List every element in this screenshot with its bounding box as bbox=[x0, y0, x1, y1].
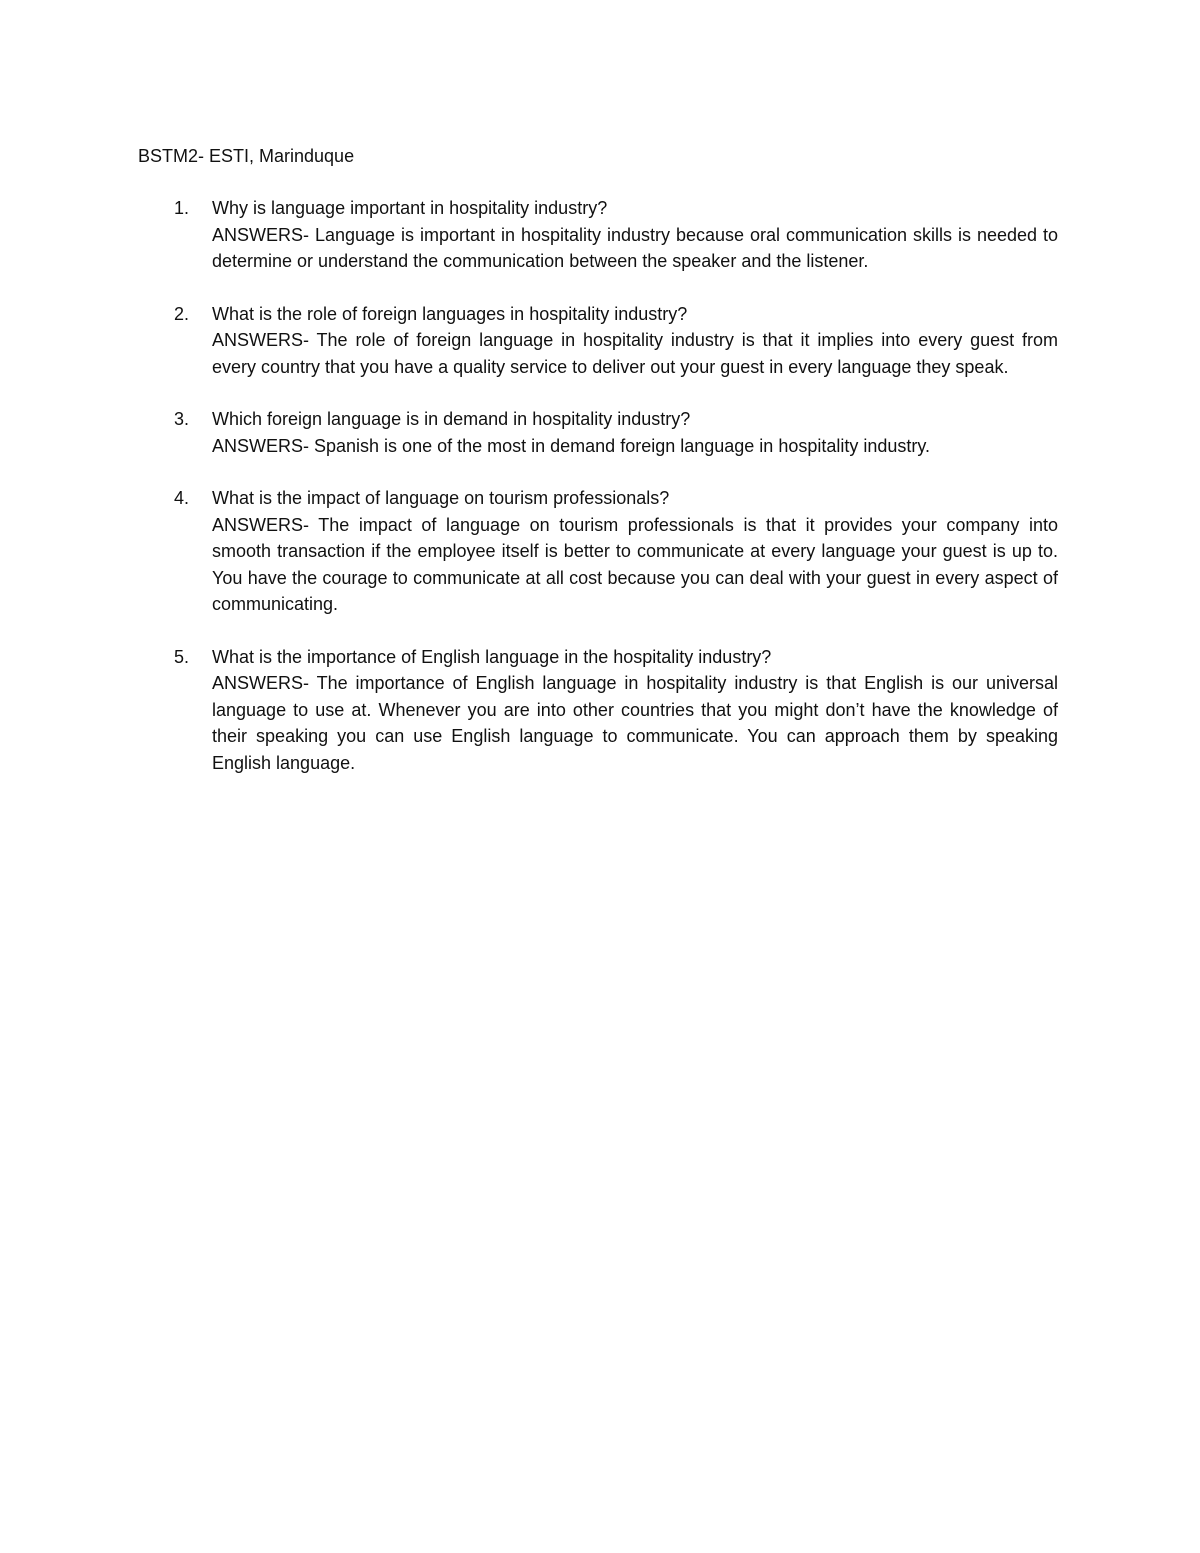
item-number: 4. bbox=[174, 488, 190, 508]
document-heading: BSTM2- ESTI, Marinduque bbox=[138, 146, 355, 166]
question-text: What is the importance of English language in the hospitality industry? bbox=[212, 646, 772, 667]
list-item bbox=[138, 406, 1058, 459]
item-number: 1. bbox=[174, 198, 190, 218]
item-number: 3. bbox=[174, 409, 190, 429]
answer-text: ANSWERS- The importance of English language in hospitality industry is that English is our universal language to use at. Whenever you are into other countries that you might don’t have the knowledge of their speaking you can use English language to communicate. You can approach them by speaking English language. bbox=[212, 673, 1058, 773]
list-item bbox=[138, 195, 1058, 275]
list-item bbox=[138, 485, 1058, 618]
answer-text: ANSWERS- Spanish is one of the most in demand foreign language in hospitality industry. bbox=[212, 435, 931, 456]
question-text: Why is language important in hospitality industry? bbox=[212, 198, 608, 218]
answer-text: ANSWERS- The role of foreign language in hospitality industry is that it implies into every guest from every country that you have a quality service to deliver out your guest in every language they speak. bbox=[212, 330, 1058, 377]
item-number: 2. bbox=[174, 303, 190, 324]
question-text: Which foreign language is in demand in hospitality industry? bbox=[212, 409, 691, 429]
question-text: What is the impact of language on tourism professionals? bbox=[212, 488, 670, 508]
question-text: What is the role of foreign languages in hospitality industry? bbox=[212, 303, 688, 324]
list-item bbox=[138, 301, 1058, 381]
answer-text: ANSWERS- The impact of language on tourism professionals is that it provides your company into smooth transaction if the employee itself is better to communicate at every language your guest is up to. You have the courage to communicate at all cost because you can deal with your guest in every aspect of communicating. bbox=[212, 514, 1058, 614]
question-list bbox=[138, 195, 1058, 802]
list-item bbox=[138, 644, 1058, 777]
item-number: 5. bbox=[174, 646, 190, 667]
answer-text: ANSWERS- Language is important in hospitality industry because oral communication skills is needed to determine or understand the communication between the speaker and the listener. bbox=[212, 224, 1058, 271]
